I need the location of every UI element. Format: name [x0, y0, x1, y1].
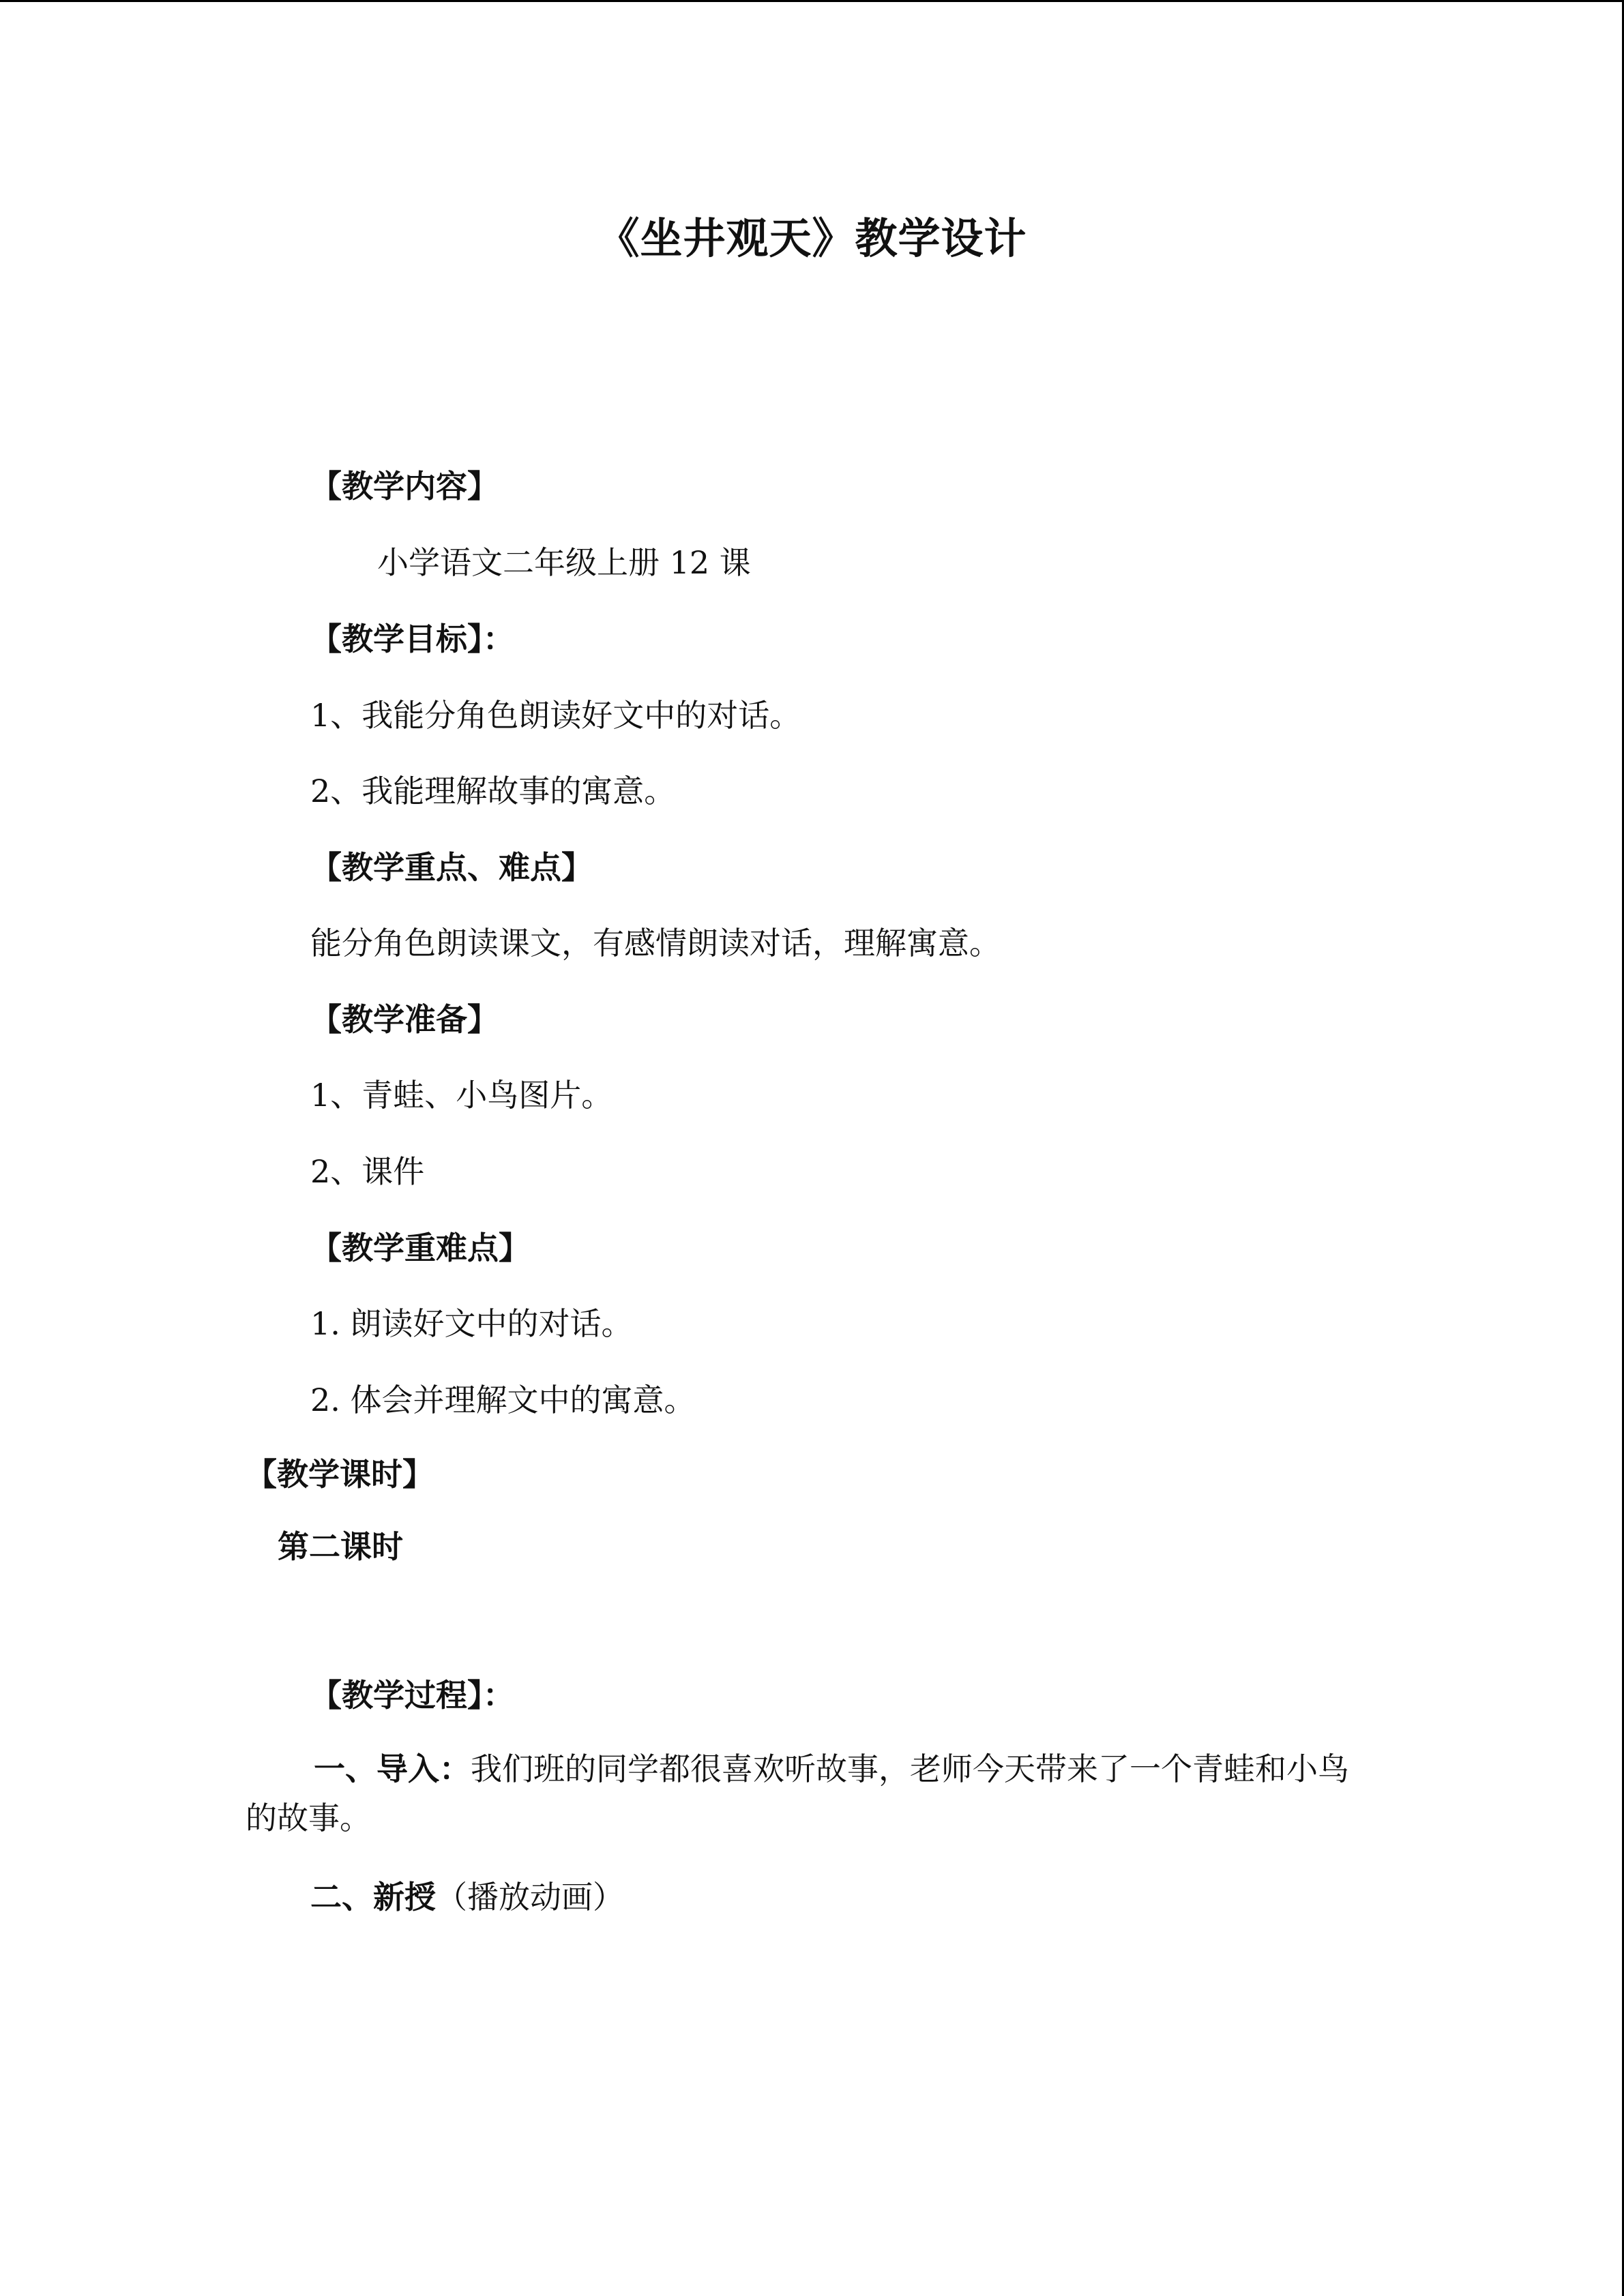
class-hours-heading: 【教学课时】 — [246, 1456, 434, 1493]
process-step-2-label: 二、新授 — [310, 1879, 436, 1915]
class-hours-text: 第二课时 — [278, 1528, 403, 1565]
preparation-heading: 【教学准备】 — [310, 1001, 499, 1038]
process-step-1-label: 一、导入： — [314, 1750, 471, 1787]
document-title: 《坐井观天》教学设计 — [597, 213, 1027, 263]
difficult-points-heading: 【教学重难点】 — [310, 1229, 530, 1266]
process-step-1 — [246, 1744, 1371, 1843]
process-step-2 — [310, 1877, 624, 1918]
teaching-content-text: 小学语文二年级上册 12 课 — [377, 544, 751, 581]
difficult-item-1: 1. 朗读好文中的对话。 — [310, 1305, 633, 1342]
preparation-item-2: 2、课件 — [310, 1153, 425, 1190]
goal-item-1: 1、我能分角色朗读好文中的对话。 — [310, 697, 801, 734]
teaching-goals-heading: 【教学目标】： — [310, 621, 514, 657]
teaching-content-heading: 【教学内容】 — [310, 468, 499, 505]
teaching-process-heading: 【教学过程】： — [310, 1677, 514, 1714]
preparation-item-1: 1、青蛙、小鸟图片。 — [310, 1077, 613, 1114]
key-points-heading: 【教学重点、难点】 — [310, 849, 593, 886]
key-points-text: 能分角色朗读课文，有感情朗读对话，理解寓意。 — [310, 925, 1001, 961]
process-step-1-text: 我们班的同学都很喜欢听故事，老师今天带来了一个青蛙和小鸟的故事。 — [246, 1750, 1349, 1836]
goal-item-2: 2、我能理解故事的寓意。 — [310, 773, 676, 809]
process-step-2-text: （播放动画） — [436, 1879, 624, 1915]
difficult-item-2: 2. 体会并理解文中的寓意。 — [310, 1382, 696, 1418]
